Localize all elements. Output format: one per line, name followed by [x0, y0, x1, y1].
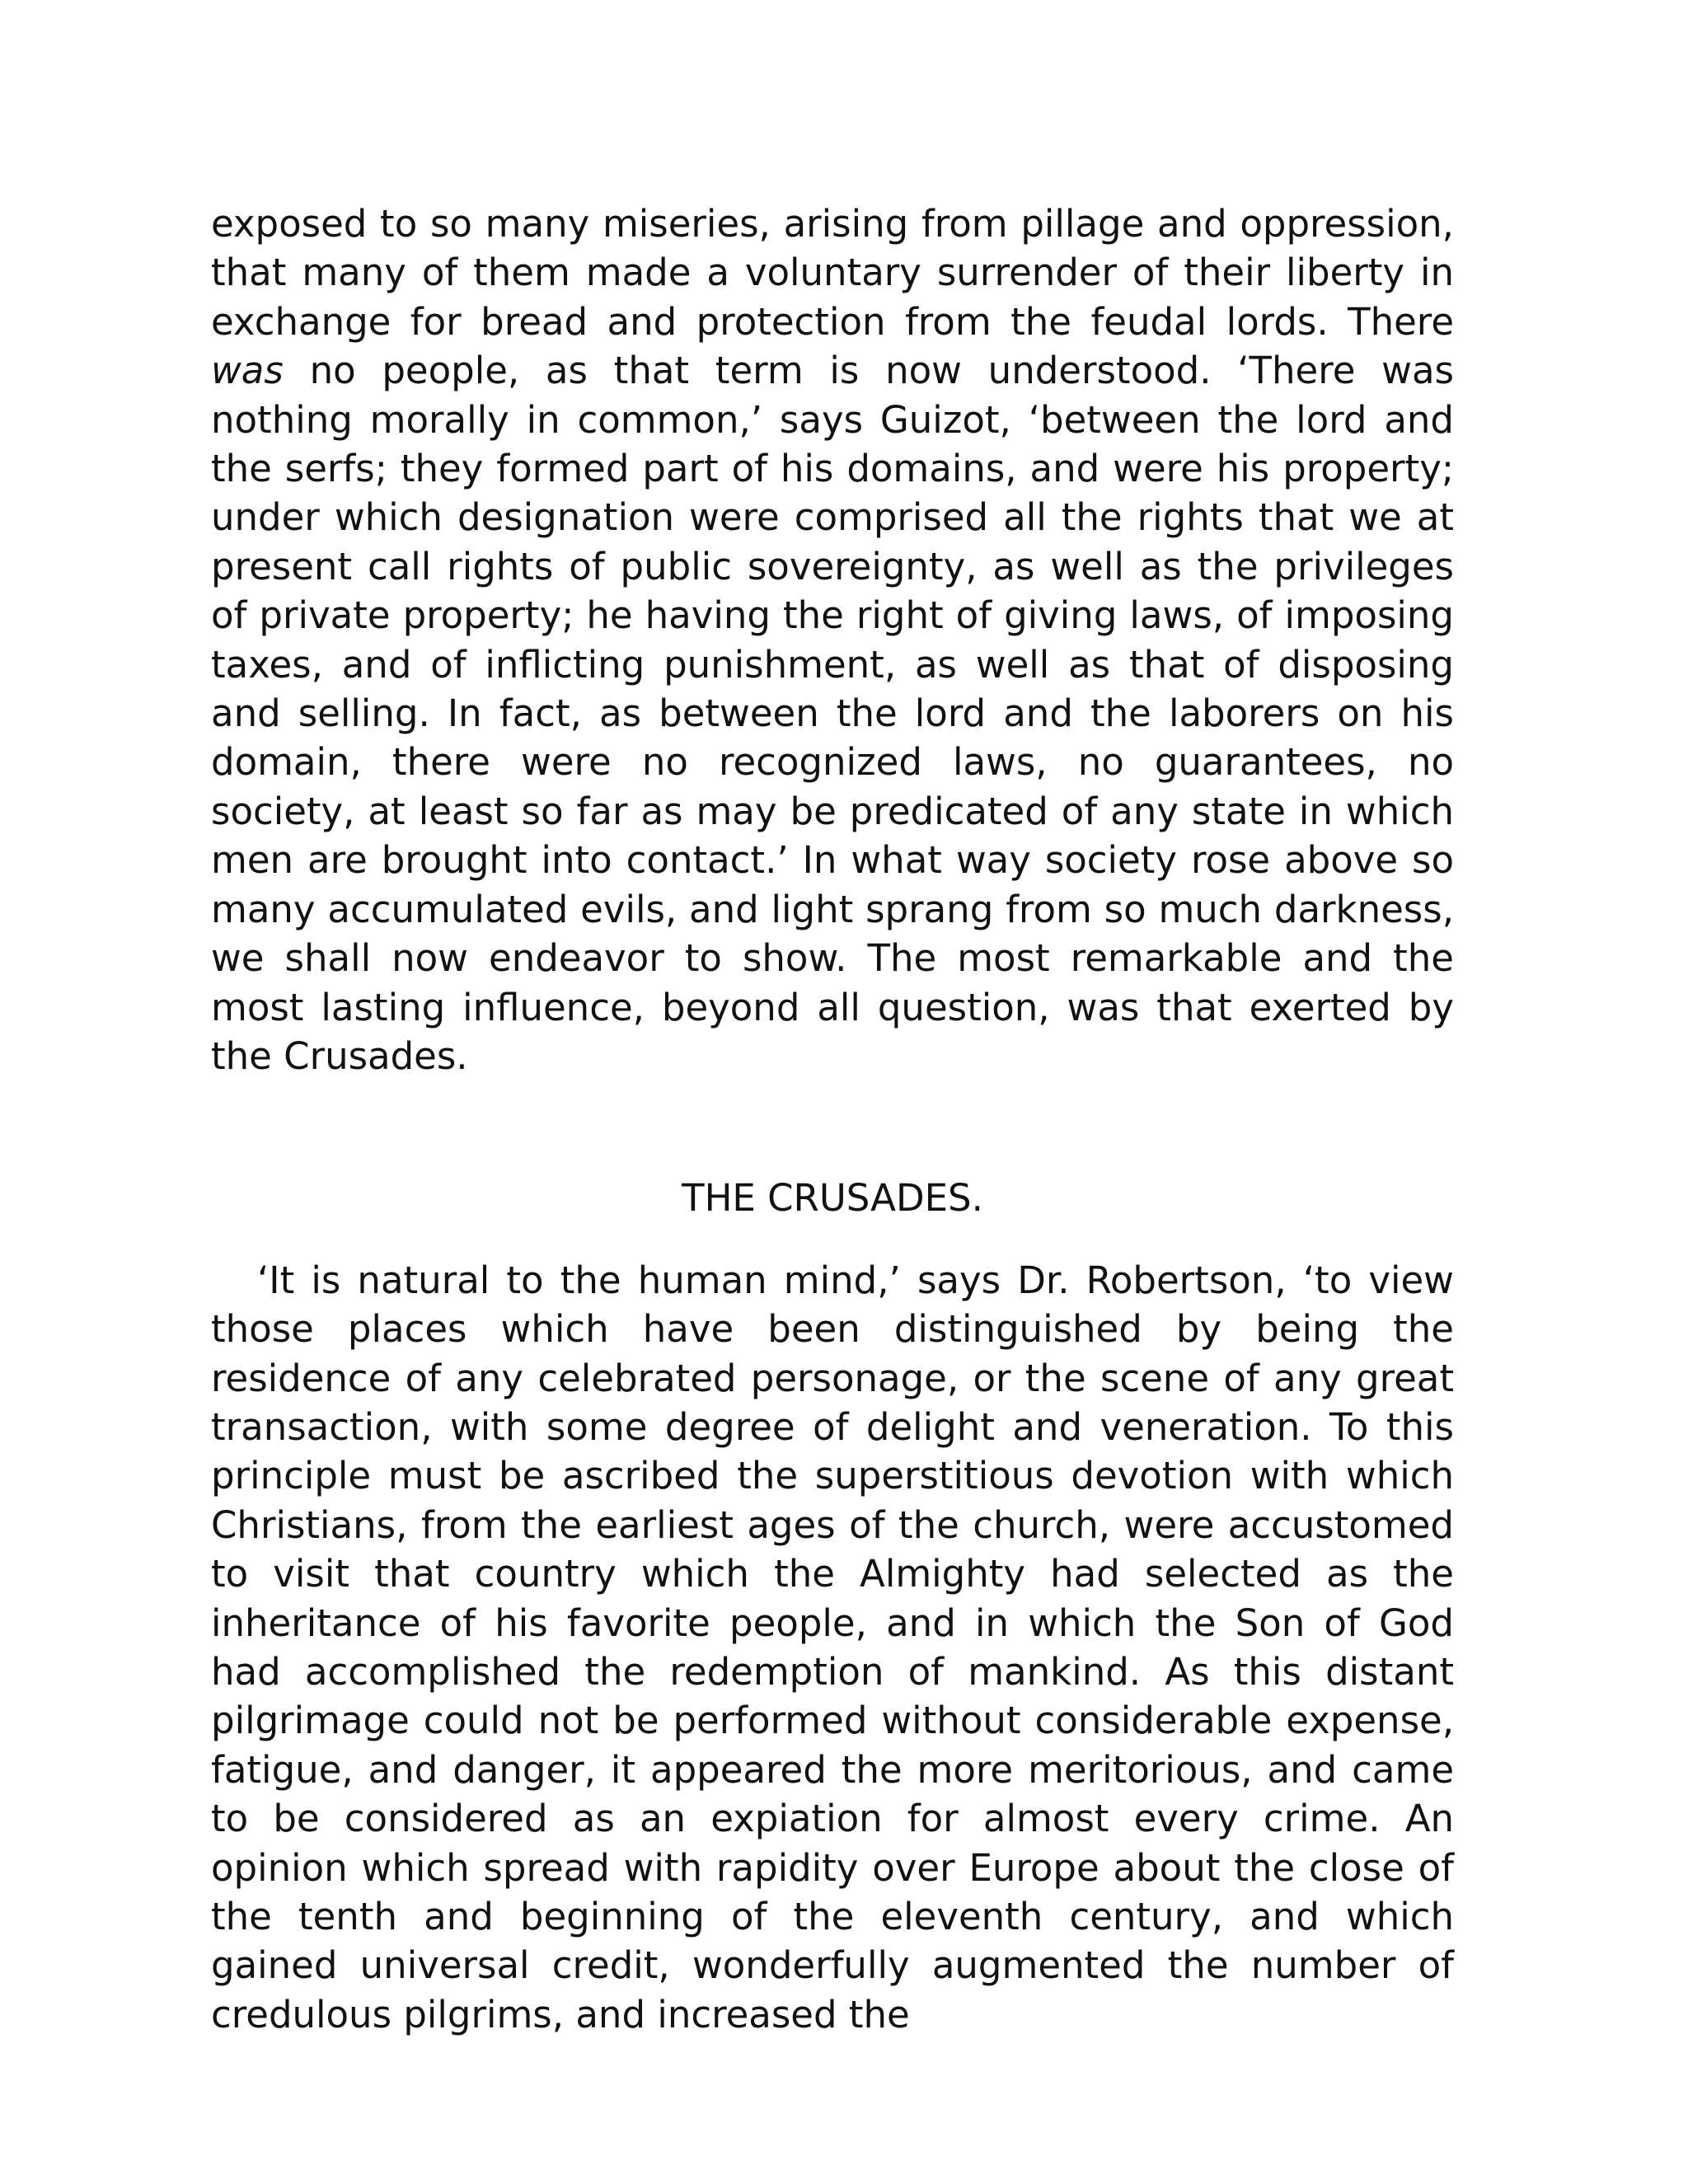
body-paragraph-2: ‘It is natural to the human mind,’ says Dr. Robertson, ‘to view those places which have been distinguished by being the residence of any celebrated personage, or the scene of any great transaction, with some degree of delight and veneration. To this principle must be ascribed the superstitious devotion with which Christians, from the earliest ages of the church, were accustomed to visit that country which the Almighty had selected as the inheritance of his favorite people, and in which the Son of God had accomplished the redemption of mankind. As this distant pilgrimage could not be performed without considerable expense, fatigue, and danger, it appeared the more meritorious, and came to be considered as an expiation for almost every crime. An opinion which spread with rapidity over Europe about the close of the tenth and beginning of the eleventh century, and which gained universal credit, wonderfully augmented the number of credulous pilgrims, and increased the [211, 1258, 1454, 2036]
italic-emphasis: was [211, 349, 284, 393]
paragraph-text-continued: no people, as that term is now understood. ‘There was nothing morally in common,’ says Guizot, ‘between the lord and the serfs; they formed part of his domains, and were his property; under which designation were comprised all the rights that we at present call rights of public sovereignty, as well as the privileges of private property; he having the right of giving laws, of imposing taxes, and of inflicting punishment, as well as that of disposing and selling. In fact, as between the lord and the laborers on his domain, there were no recognized laws, no guarantees, no society, at least so far as may be predicated of any state in which men are brought into contact.’ In what way society rose above so many accumulated evils, and light sprang from so much darkness, we shall now endeavor to show. The most remarkable and the most lasting influence, beyond all question, was that exerted by the Crusades. [211, 349, 1454, 1078]
body-paragraph [211, 199, 1454, 1080]
document-page [211, 199, 1454, 2039]
paragraph-text: exposed to so many miseries, arising from pillage and oppression, that many of them made a voluntary surrender of their liberty in exchange for bread and protection from the feudal lords. There [211, 202, 1454, 344]
section-heading: THE CRUSADES. [682, 1176, 983, 1221]
